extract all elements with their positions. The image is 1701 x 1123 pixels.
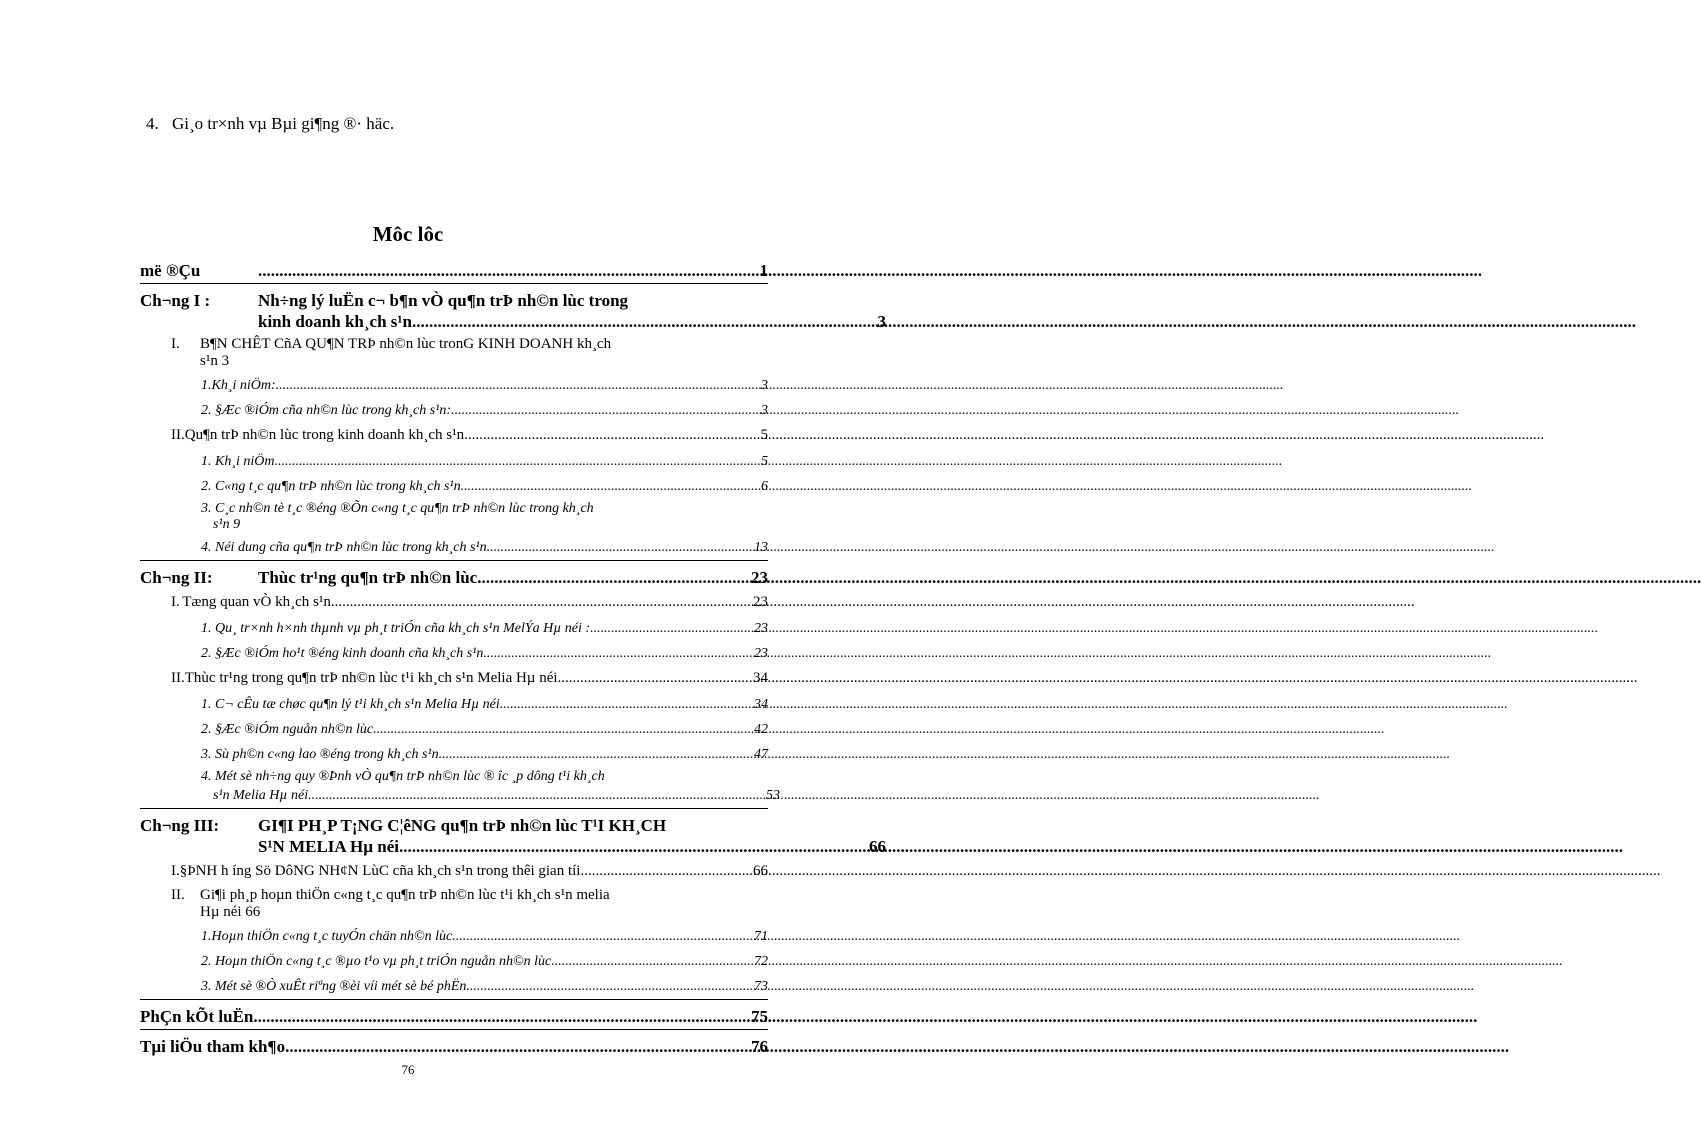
leader-dots: [590, 618, 740, 639]
leader-dots: [276, 375, 740, 396]
chapter-label: Ch¬ng I :: [140, 291, 211, 310]
leader-dots: [477, 567, 751, 588]
leader-dots: [285, 1036, 751, 1057]
entry-page: 23: [754, 646, 768, 661]
entry-page: 34: [753, 670, 768, 686]
entry-page: 23: [753, 594, 768, 610]
toc-section-3-2: [140, 885, 768, 924]
section-title-line1: Gi¶i ph¸p hoµn thiÖn c«ng t¸c qu¶n trÞ nh©n lùc t¹i kh¸ch s¹n melia: [200, 887, 610, 903]
chapter-label: Ch¬ng II:: [140, 568, 213, 587]
leader-dots: [442, 744, 740, 765]
chapter-title-line1: Nh÷ng lý luËn c¬ b¶n vÒ qu¶n trÞ nh©n lùc trong: [258, 291, 629, 310]
entry-label-line1: 3. C¸c nh©n tè t¸c ®éng ®Õn c«ng t¸c qu¶n trÞ nh©n lùc trong kh¸ch: [201, 501, 594, 516]
section-title-line2: s¹n 3: [200, 353, 230, 369]
toc-subsection: [140, 949, 768, 974]
section-title-line2: Hµ néi 66: [200, 904, 261, 920]
chapter-title-line2: kinh doanh kh¸ch s¹n: [258, 312, 412, 331]
leader-dots: [483, 643, 740, 664]
entry-page: 5: [761, 454, 768, 469]
leader-dots: [275, 451, 741, 472]
entry-page: 76: [751, 1037, 768, 1056]
leader-dots: [487, 537, 740, 558]
reference-number: 4.: [146, 114, 159, 133]
leader-dots: [399, 836, 869, 857]
leader-dots: [555, 951, 740, 972]
entry-label: §ÞNH h íng Sö DôNG NH¢N LùC cña kh¸ch s¹n trong thêi gian tíi: [179, 863, 581, 879]
leader-dots: [466, 976, 740, 997]
entry-page: 42: [754, 722, 768, 737]
toc-subsection: [140, 742, 768, 767]
toc-chapter-1: [140, 283, 886, 334]
entry-page: 6: [761, 479, 768, 494]
entry-label-line2: s¹n 9: [213, 517, 241, 532]
toc-subsection: [140, 373, 768, 398]
toc-chapter-3: [140, 808, 886, 859]
entry-label: PhÇn kÕt luËn: [140, 1007, 254, 1026]
entry-page: 5: [760, 427, 768, 443]
leader-dots: [451, 400, 740, 421]
leader-dots: [500, 694, 740, 715]
entry-page: 34: [754, 697, 768, 712]
toc-subsection: [140, 616, 768, 641]
leader-dots: [580, 861, 753, 882]
toc-subsection: [140, 717, 768, 742]
entry-label: 3. Sù ph©n c«ng lao ®éng trong kh¸ch s¹n.: [201, 747, 443, 762]
toc-subsection: [140, 398, 768, 423]
entry-page: 72: [754, 954, 768, 969]
toc-conclusion: [140, 999, 768, 1029]
section-number: I.: [171, 863, 180, 879]
toc-section-3-1: [140, 859, 768, 885]
entry-page: 71: [754, 929, 768, 944]
entry-page: 75: [751, 1007, 768, 1026]
entry-label: 1. Kh¸i niÖm: [201, 454, 275, 469]
section-number: I.: [171, 594, 180, 610]
entry-label-line2: s¹n Melia Hµ néi.: [213, 788, 312, 803]
section-number: II.: [171, 670, 185, 686]
leader-dots: [312, 785, 752, 806]
leader-dots: [464, 425, 760, 446]
entry-label: 1.Hoµn thiÖn c«ng t¸c tuyÓn chän nh©n lùc: [201, 929, 453, 944]
entry-label: 2. §Æc ®iÓm ho¹t ®éng kinh doanh cña kh¸ch s¹n: [201, 646, 484, 661]
toc-subsection: [140, 449, 768, 474]
chapter-title: Thùc tr¹ng qu¶n trÞ nh©n lùc: [258, 568, 478, 587]
entry-page: 73: [754, 979, 768, 994]
entry-label: 2. §Æc ®iÓm cña nh©n lùc trong kh¸ch s¹n:: [201, 403, 452, 418]
toc-subsection: [140, 767, 780, 808]
toc-entry-introduction: [140, 254, 768, 283]
entry-page: 47: [754, 747, 768, 762]
toc-subsection: [140, 499, 768, 535]
intro-reference-line: [146, 114, 394, 134]
section-number: II.: [171, 427, 185, 443]
leader-dots: [558, 668, 753, 689]
leader-dots: [335, 592, 753, 613]
toc-title: Môc lôc: [372, 222, 444, 246]
leader-dots: [253, 1006, 751, 1027]
leader-dots: [258, 260, 760, 281]
entry-label: 2. C«ng t¸c qu¶n trÞ nh©n lùc trong kh¸ch s¹n.: [201, 479, 465, 494]
entry-label: Tæng quan vÒ kh¸ch s¹n.: [182, 594, 335, 610]
toc-subsection: [140, 924, 768, 949]
toc-references: [140, 1029, 768, 1059]
entry-label: 1.Kh¸i niÖm:: [201, 378, 276, 393]
toc-subsection: [140, 535, 768, 560]
entry-label: 2. §Æc ®iÓm nguån nh©n lùc.: [201, 722, 377, 737]
toc-chapter-2: [140, 560, 768, 590]
entry-page: 1: [759, 261, 768, 280]
toc-subsection: [140, 974, 768, 999]
entry-label: 1. Qu¸ tr×nh h×nh thµnh vµ ph¸t triÓn cña kh¸ch s¹n MelÝa Hµ néi :: [201, 621, 591, 636]
toc-subsection: [140, 641, 768, 666]
entry-label: 1. C¬ cÊu tæ chøc qu¶n lý t¹i kh¸ch s¹n Melia Hµ néi: [201, 697, 500, 712]
leader-dots: [452, 926, 740, 947]
entry-label: 2. Hoµn thiÖn c«ng t¸c ®µo t¹o vµ ph¸t triÓn nguån nh©n lùc.: [201, 954, 555, 969]
page-number: 76: [401, 1062, 415, 1077]
toc-section-1-2: [140, 423, 768, 449]
chapter-label: Ch¬ng III:: [140, 816, 220, 835]
toc-section-2-2: [140, 666, 768, 692]
section-number: I.: [171, 336, 180, 352]
entry-label-line1: 4. Mét sè nh÷ng quy ®Þnh vÒ qu¶n trÞ nh©n lùc ® îc ¸p dông t¹i kh¸ch: [201, 769, 605, 784]
toc-subsection: [140, 692, 768, 717]
entry-page: 23: [754, 621, 768, 636]
entry-page: 3: [761, 403, 768, 418]
toc-section-1-1: [140, 334, 768, 373]
entry-page: 13: [754, 540, 768, 555]
entry-label: më ®Çu: [140, 261, 201, 280]
entry-page: 53: [766, 788, 780, 803]
entry-label: Tµi liÖu tham kh¶o: [140, 1037, 286, 1056]
entry-label: 3. Mét sè ®Ò xuÊt riªng ®èi víi mét sè bé phËn: [201, 979, 467, 994]
section-title-line1: B¶N CHÊT CñA QU¶N TRÞ nh©n lùc tronG KINH DOANH kh¸ch: [200, 336, 612, 352]
entry-page: 3: [761, 378, 768, 393]
chapter-title-line2: S¹N MELIA Hµ néi: [258, 837, 399, 856]
leader-dots: [464, 476, 740, 497]
section-number: II.: [171, 887, 185, 903]
toc-section-2-1: [140, 590, 768, 616]
leader-dots: [377, 719, 740, 740]
toc-subsection: [140, 474, 768, 499]
chapter-title-line1: GI¶I PH¸P T¡NG C¦êNG qu¶n trÞ nh©n lùc T¹I KH¸CH: [258, 816, 667, 835]
entry-label: Qu¶n trÞ nh©n lùc trong kinh doanh kh¸ch s¹n: [184, 427, 465, 443]
entry-label: Thùc tr¹ng trong qu¶n trÞ nh©n lùc t¹i kh¸ch s¹n Melia Hµ néi: [184, 670, 558, 686]
entry-page: 3: [877, 312, 886, 331]
reference-text: Gi¸o tr×nh vµ Bµi gi¶ng ®· häc.: [172, 114, 395, 133]
entry-label: 4. Néi dung cña qu¶n trÞ nh©n lùc trong kh¸ch s¹n: [201, 540, 487, 555]
leader-dots: [412, 311, 878, 332]
entry-page: 66: [753, 863, 768, 879]
entry-page: 66: [869, 837, 886, 856]
entry-page: 23: [751, 568, 768, 587]
table-of-contents: [140, 254, 886, 1059]
